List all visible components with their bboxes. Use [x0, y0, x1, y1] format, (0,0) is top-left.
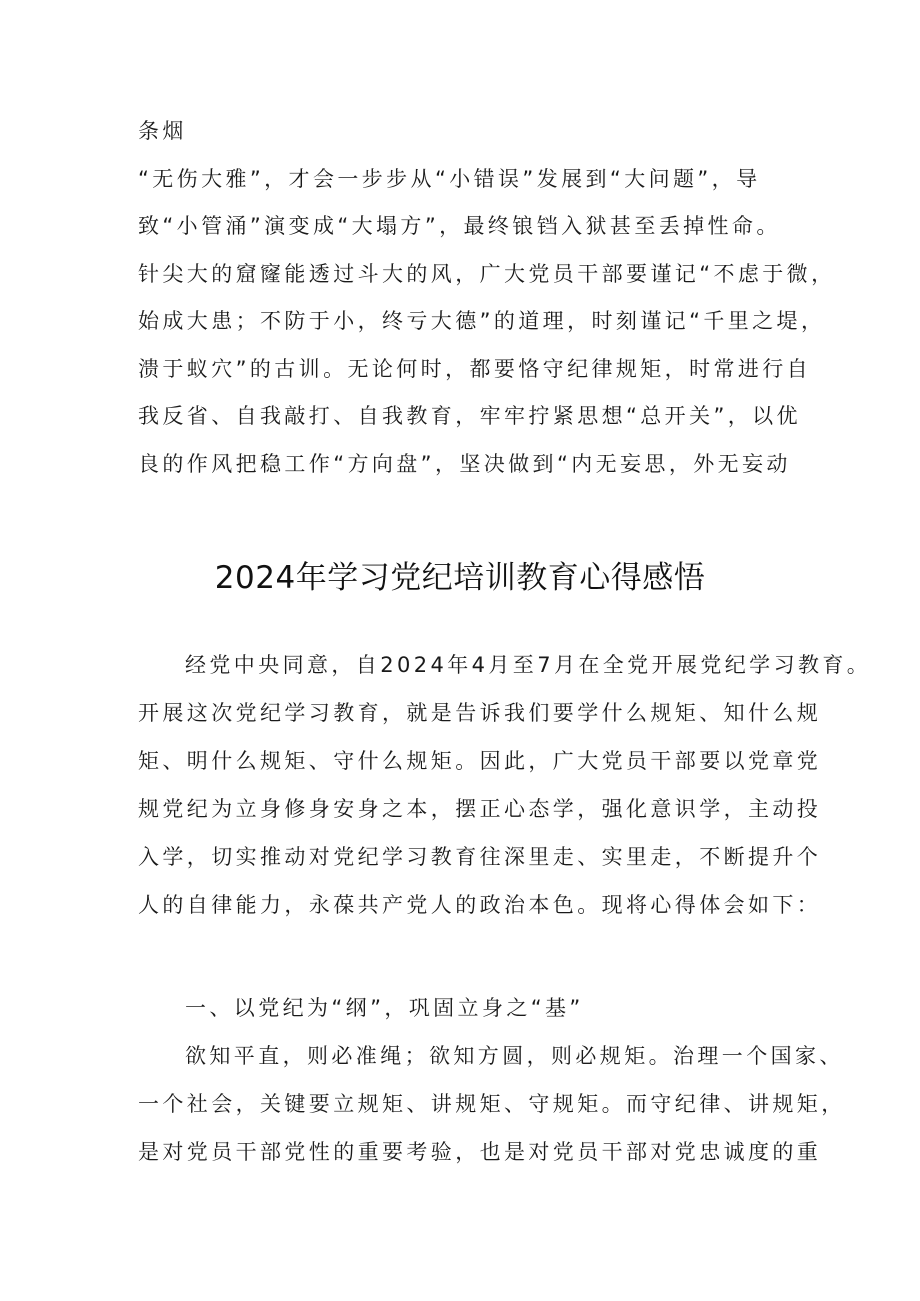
fragment-line-3: 致“小管涌”演变成“大塌方”，最终锒铛入狱甚至丢掉性命。 — [138, 214, 781, 238]
section-heading-1: 一、以党纪为“纲”，巩固立身之“基” — [185, 996, 584, 1020]
fragment-line-8: 良的作风把稳工作“方向盘”，坚决做到“内无妄思，外无妄动 — [138, 452, 791, 476]
section1-line-2: 一个社会，关键要立规矩、讲规矩、守规矩。而守纪律、讲规矩， — [138, 1092, 846, 1116]
fragment-line-1: 条烟 — [138, 119, 187, 143]
intro-line-1: 经党中央同意，自2024年4月至7月在全党开展党纪学习教育。 — [185, 653, 872, 677]
section1-line-3: 是对党员干部党性的重要考验，也是对党员干部对党忠诚度的重 — [138, 1140, 822, 1164]
intro-line-3: 矩、明什么规矩、守什么规矩。因此，广大党员干部要以党章党 — [138, 749, 822, 773]
fragment-line-4: 针尖大的窟窿能透过斗大的风，广大党员干部要谨记“不虑于微， — [138, 262, 836, 286]
section1-line-1: 欲知平直，则必准绳；欲知方圆，则必规矩。治理一个国家、 — [185, 1044, 844, 1068]
fragment-line-7: 我反省、自我敲打、自我教育，牢牢拧紧思想“总开关”，以优 — [138, 404, 801, 428]
fragment-line-2: “无伤大雅”，才会一步步从“小错误”发展到“大问题”，导 — [138, 167, 761, 191]
intro-line-2: 开展这次党纪学习教育，就是告诉我们要学什么规矩、知什么规 — [138, 701, 822, 725]
intro-line-6: 人的自律能力，永葆共产党人的政治本色。现将心得体会如下： — [138, 893, 822, 917]
intro-line-5: 入学，切实推动对党纪学习教育往深里走、实里走，不断提升个 — [138, 845, 822, 869]
fragment-line-6: 溃于蚁穴”的古训。无论何时，都要恪守纪律规矩，时常进行自 — [138, 357, 812, 381]
article-title: 2024年学习党纪培训教育心得感悟 — [214, 560, 706, 596]
intro-line-4: 规党纪为立身修身安身之本，摆正心态学，强化意识学，主动投 — [138, 797, 822, 821]
fragment-line-5: 始成大患；不防于小，终亏大德”的道理，时刻谨记“千里之堤， — [138, 309, 826, 333]
